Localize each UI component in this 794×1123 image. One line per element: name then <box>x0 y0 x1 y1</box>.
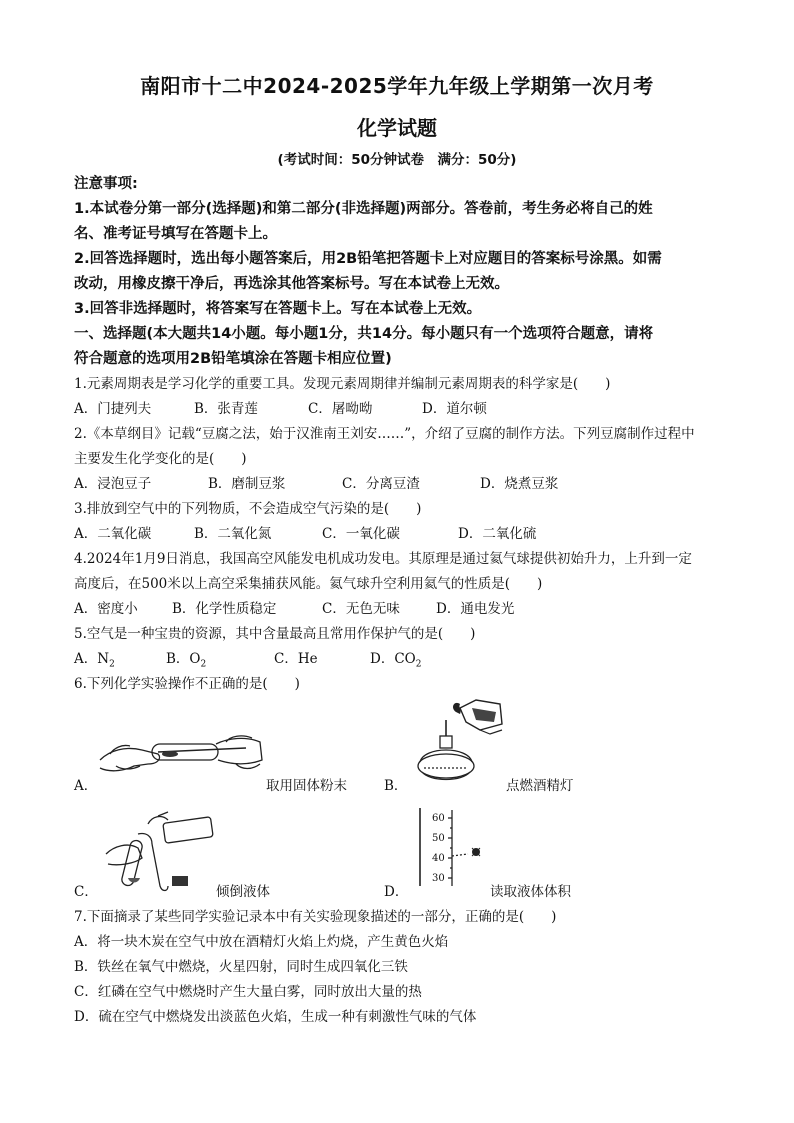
q6-option-c-letter: C． <box>74 884 98 900</box>
q4-option-d: D．通电发光 <box>436 601 515 617</box>
q2-option-d: D．烧煮豆浆 <box>480 476 559 492</box>
cylinder-tick-60: 60 <box>432 813 445 824</box>
q6-option-d-caption: 读取液体体积 <box>490 884 571 900</box>
q6-option-a-caption: 取用固体粉末 <box>266 778 347 794</box>
q3-option-d: D．二氧化硫 <box>458 526 537 542</box>
q3-option-b: B．二氧化氮 <box>194 526 272 542</box>
figure-powder-transfer <box>96 720 266 792</box>
cylinder-tick-50: 50 <box>432 833 445 844</box>
note-1-line1: 1.本试卷分第一部分(选择题)和第二部分(非选择题)两部分。答卷前，考生务必将自己的姓 <box>74 201 653 217</box>
q1-option-d: D．道尔顿 <box>422 401 487 417</box>
figure-pouring-liquid <box>98 806 218 896</box>
q7-option-a: A．将一块木炭在空气中放在酒精灯火焰上灼烧，产生黄色火焰 <box>74 934 449 950</box>
q4-option-b: B．化学性质稳定 <box>172 601 277 617</box>
q1-option-a: A．门捷列夫 <box>74 401 152 417</box>
q2-stem-line1: 2.《本草纲目》记载“豆腐之法，始于汉淮南王刘安……”，介绍了豆腐的制作方法。下列豆腐制作过程中 <box>74 426 695 442</box>
q4-option-c: C．无色无味 <box>322 601 400 617</box>
q7-option-c: C．红磷在空气中燃烧时产生大量白雾，同时放出大量的热 <box>74 984 422 1000</box>
q1-option-c: C．屠呦呦 <box>308 401 373 417</box>
q2-option-a: A．浸泡豆子 <box>74 476 152 492</box>
q6-option-d-letter: D． <box>384 884 409 900</box>
note-3: 3.回答非选择题时，将答案写在答题卡上。写在本试卷上无效。 <box>74 301 482 317</box>
q6-option-b-letter: B． <box>384 778 408 794</box>
q7-option-b: B．铁丝在氧气中燃烧，火星四射，同时生成四氧化三铁 <box>74 959 408 975</box>
cylinder-tick-40: 40 <box>432 853 445 864</box>
note-2-line1: 2.回答选择题时，选出每小题答案后，用2B铅笔把答题卡上对应题目的答案标号涂黑。如需 <box>74 251 662 267</box>
q7-option-d: D．硫在空气中燃烧发出淡蓝色火焰，生成一种有刺激性气味的气体 <box>74 1009 477 1025</box>
section1-line2: 符合题意的选项用2B铅笔填涂在答题卡相应位置) <box>74 351 392 367</box>
q2-option-c: C．分离豆渣 <box>342 476 420 492</box>
exam-title: 南阳市十二中2024-2025学年九年级上学期第一次月考 <box>140 74 654 98</box>
q6-option-b-caption: 点燃酒精灯 <box>506 778 574 794</box>
q5-option-b: B．$O_2$ <box>166 651 207 670</box>
section1-line1: 一、选择题(本大题共14小题。每小题1分，共14分。每小题只有一个选项符合题意，请将 <box>74 326 654 342</box>
notes-heading: 注意事项: <box>74 176 138 192</box>
q3-stem: 3.排放到空气中的下列物质，不会造成空气污染的是( ) <box>74 501 422 517</box>
q4-stem-line1: 4.2024年1月9日消息，我国高空风能发电机成功发电。其原理是通过氦气球提供初始升力，上升到一定 <box>74 551 692 567</box>
q2-stem-line2: 主要发生化学变化的是( ) <box>74 451 247 467</box>
q3-option-c: C．一氧化碳 <box>322 526 400 542</box>
q6-option-a-letter: A． <box>74 778 98 794</box>
q7-stem: 7.下面摘录了某些同学实验记录本中有关实验现象描述的一部分，正确的是( ) <box>74 909 557 925</box>
figure-alcohol-lamp <box>410 694 510 786</box>
cylinder-tick-30: 30 <box>432 873 445 884</box>
note-2-line2: 改动，用橡皮擦干净后，再选涂其他答案标号。写在本试卷上无效。 <box>74 276 509 292</box>
q5-option-d: D．$CO_2$ <box>370 651 422 670</box>
q5-option-c: C．He <box>274 651 318 667</box>
q6-stem: 6.下列化学实验操作不正确的是( ) <box>74 676 300 692</box>
exam-info: (考试时间：50分钟试卷 满分：50分) <box>277 152 517 168</box>
q4-stem-line2: 高度后，在500米以上高空采集捕获风能。氦气球升空利用氦气的性质是( ) <box>74 576 543 592</box>
q1-option-b: B．张青莲 <box>194 401 258 417</box>
exam-subtitle: 化学试题 <box>357 116 437 140</box>
q2-option-b: B．磨制豆浆 <box>208 476 286 492</box>
q1-stem: 1.元素周期表是学习化学的重要工具。发现元素周期律并编制元素周期表的科学家是( ) <box>74 376 611 392</box>
q5-option-a: A．$N_2$ <box>74 651 115 670</box>
q5-stem: 5.空气是一种宝贵的资源，其中含量最高且常用作保护气的是( ) <box>74 626 476 642</box>
note-1-line2: 名、准考证号填写在答题卡上。 <box>74 226 277 242</box>
q4-option-a: A．密度小 <box>74 601 138 617</box>
q3-option-a: A．二氧化碳 <box>74 526 152 542</box>
q6-option-c-caption: 倾倒液体 <box>216 884 270 900</box>
figure-graduated-cylinder <box>418 806 488 888</box>
